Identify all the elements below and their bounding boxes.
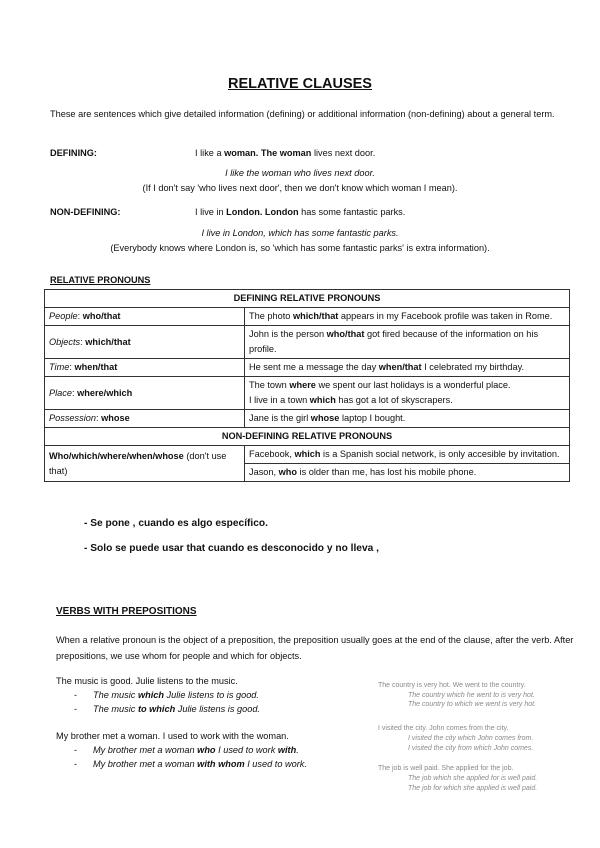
page-title: RELATIVE CLAUSES — [228, 76, 372, 92]
table-row — [45, 308, 570, 326]
table-row — [45, 326, 570, 359]
table-cell-category: Who/which/where/when/whose (don't use that) — [45, 446, 245, 482]
faint-example: The job which she applied for is well paid. — [408, 775, 538, 782]
table-row — [45, 410, 570, 428]
example-brother-b: My brother met a woman with whom I used to work. — [93, 759, 307, 769]
bullet: - — [74, 704, 78, 714]
table-cell-example: He sent me a message the day when/that I celebrated my birthday. — [245, 359, 570, 377]
faint-example: The country is very hot. We went to the country. — [378, 682, 526, 689]
faint-example: I visited the city which John comes from. — [408, 735, 534, 742]
faint-example: I visited the city from which John comes. — [408, 745, 534, 752]
table-cell-category: Possession: whose — [45, 410, 245, 428]
table-cell-example: The photo which/that appears in my Facebook profile was taken in Rome. — [245, 308, 570, 326]
faint-example: The job for which she applied is well paid. — [408, 785, 538, 792]
faint-example: The country to which we went is very hot. — [408, 701, 536, 708]
note-that-usage: - Solo se puede usar that cuando es desconocido y no lleva , — [84, 543, 379, 554]
bullet: - — [74, 759, 78, 769]
note-specific: - Se pone , cuando es algo específico. — [84, 518, 268, 529]
bullet: - — [74, 690, 78, 700]
verbs-prepositions-text: When a relative pronoun is the object of a preposition, the preposition usually goes at the end of the clause, after the verb. After prepositions, we use whom for people and which for objects. — [56, 635, 574, 661]
defining-label: DEFINING: — [50, 148, 97, 158]
example-music: The music is good. Julie listens to the music. — [56, 676, 238, 686]
non-defining-label: NON-DEFINING: — [50, 207, 121, 217]
faint-example: I visited the city. John comes from the city. — [378, 725, 509, 732]
non-defining-sentence: I live in London. London has some fantastic parks. — [195, 207, 406, 217]
defining-sentence: I like a woman. The woman lives next door. — [195, 148, 376, 158]
table-row — [45, 359, 570, 377]
defining-example: I like the woman who lives next door. — [225, 168, 375, 178]
faint-example: The job is well paid. She applied for the job. — [378, 765, 514, 772]
intro-text: These are sentences which give detailed information (defining) or additional information (non-defining) about a general term. — [50, 109, 555, 119]
relative-pronouns-table — [44, 289, 570, 482]
example-brother: My brother met a woman. I used to work with the woman. — [56, 731, 289, 741]
table-cell-example: John is the person who/that got fired because of the information on his profile. — [245, 326, 570, 359]
table-cell-example: Facebook, which is a Spanish social network, is only accesible by invitation. — [245, 446, 570, 464]
bullet: - — [74, 745, 78, 755]
table-cell-example: Jane is the girl whose laptop I bought. — [245, 410, 570, 428]
table-cell-example: Jason, who is older than me, has lost his mobile phone. — [245, 464, 570, 482]
defining-note: (If I don't say 'who lives next door', then we don't know which woman I mean). — [142, 183, 458, 193]
non-defining-example: I live in London, which has some fantastic parks. — [201, 228, 399, 238]
defining-table-header: DEFINING RELATIVE PRONOUNS — [45, 290, 570, 308]
relative-pronouns-heading: RELATIVE PRONOUNS — [50, 275, 151, 285]
example-brother-a: My brother met a woman who I used to work with. — [93, 745, 299, 755]
table-row — [45, 290, 570, 308]
table-row — [45, 428, 570, 446]
table-cell-category: Objects: which/that — [45, 326, 245, 359]
table-cell-category: Time: when/that — [45, 359, 245, 377]
example-music-b: The music to which Julie listens is good. — [93, 704, 260, 714]
non-defining-note: (Everybody knows where London is, so 'which has some fantastic parks' is extra information). — [110, 243, 490, 253]
table-row — [45, 446, 570, 464]
table-cell-category: People: who/that — [45, 308, 245, 326]
table-cell-example: The town where we spent our last holidays is a wonderful place. I live in a town which has got a lot of skyscrapers. — [245, 377, 570, 410]
example-music-a: The music which Julie listens to is good. — [93, 690, 259, 700]
faint-example: The country which he went to is very hot. — [408, 692, 535, 699]
table-cell-category: Place: where/which — [45, 377, 245, 410]
verbs-prepositions-heading: VERBS WITH PREPOSITIONS — [56, 606, 197, 617]
table-row — [45, 377, 570, 410]
non-defining-table-header: NON-DEFINING RELATIVE PRONOUNS — [45, 428, 570, 446]
